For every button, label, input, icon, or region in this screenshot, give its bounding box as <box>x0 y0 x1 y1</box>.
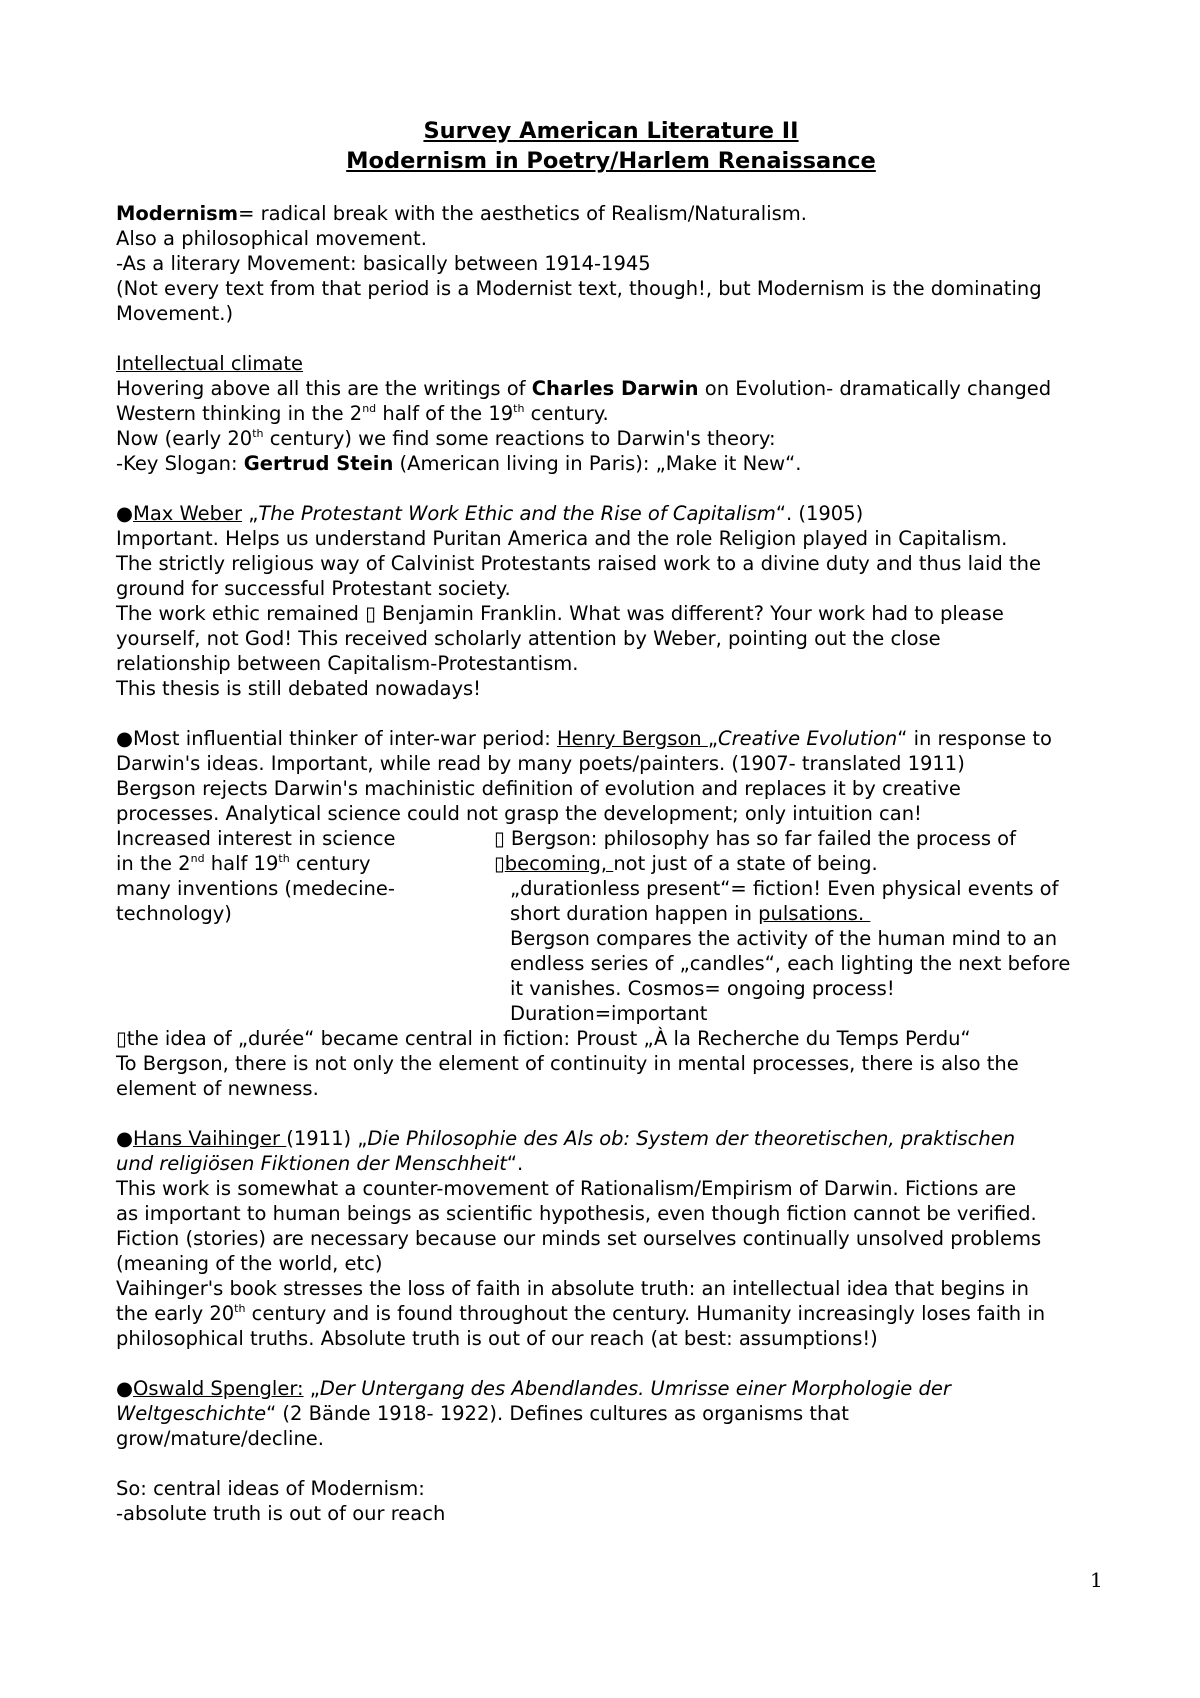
title-line-1: Survey American Literature II <box>423 118 799 144</box>
text-line: Fiction (stories) are necessary because our minds set ourselves continually unsolved problems <box>116 1227 1042 1250</box>
bergson-two-columns <box>116 826 1106 1026</box>
text-line: This work is somewhat a counter-movement of Rationalism/Empirism of Darwin. Fictions are <box>116 1177 1017 1200</box>
text-line: -As a literary Movement: basically between 1914-1945 <box>116 252 651 275</box>
text-line: grow/mature/decline. <box>116 1427 325 1450</box>
bullet-icon: ● <box>116 1377 134 1400</box>
text-line: und religiösen Fiktionen der Menschheit“. <box>116 1152 524 1175</box>
bergson-heading: ●Most influential thinker of inter-war period: Henry Bergson „Creative Evolution“ in response to <box>116 727 1052 750</box>
text-line: Weltgeschichte“ (2 Bände 1918- 1922). Defines cultures as organisms that <box>116 1402 849 1425</box>
text-line: relationship between Capitalism-Protestantism. <box>116 652 579 675</box>
text-line: Vaihinger's book stresses the loss of faith in absolute truth: an intellectual idea that begins in <box>116 1277 1029 1300</box>
bullet-icon: ● <box>116 727 134 750</box>
text-line: Hovering above all this are the writings of Charles Darwin on Evolution- dramatically changed <box>116 377 1052 400</box>
text-line: To Bergson, there is not only the element of continuity in mental processes, there is also the <box>116 1052 1019 1075</box>
text-line: -Key Slogan: Gertrud Stein (American living in Paris): „Make it New“. <box>116 452 802 475</box>
page-number: 1 <box>1090 1568 1103 1592</box>
section-heading-intellectual-climate: Intellectual climate <box>116 352 304 375</box>
title-line-2: Modernism in Poetry/Harlem Renaissance <box>346 148 876 174</box>
text-line: The strictly religious way of Calvinist Protestants raised work to a divine duty and thus laid the <box>116 552 1041 575</box>
text-line: the early 20th century and is found throughout the century. Humanity increasingly loses faith in <box>116 1302 1046 1325</box>
text-line: philosophical truths. Absolute truth is out of our reach (at best: assumptions!) <box>116 1327 878 1350</box>
bullet-icon: ● <box>116 1127 134 1150</box>
text-line: Now (early 20th century) we find some reactions to Darwin's theory: <box>116 427 776 450</box>
text-line: Bergson rejects Darwin's machinistic definition of evolution and replaces it by creative <box>116 777 961 800</box>
text-line: This thesis is still debated nowadays! <box>116 677 481 700</box>
text-line: ▯the idea of „durée“ became central in fiction: Proust „À la Recherche du Temps Perdu“ <box>116 1027 971 1050</box>
text-line: processes. Analytical science could not grasp the development; only intuition can! <box>116 802 922 825</box>
document-body <box>116 116 1106 1526</box>
text-line: Also a philosophical movement. <box>116 227 427 250</box>
bergson-right-column: ▯ Bergson: philosophy has so far failed the process of ▯becoming, not just of a state of being. „durationless present“= fiction! Even physical events of short duration happen in pulsations. Bergson compares the activity of the human mind to an endless series of „candles“, each lighting the next before it vanishes. Cosmos= ongoing process! Duration=important <box>494 827 1071 1025</box>
text-line: ground for successful Protestant society. <box>116 577 511 600</box>
text-line: Movement.) <box>116 302 234 325</box>
text-line: as important to human beings as scientific hypothesis, even though fiction cannot be verified. <box>116 1202 1037 1225</box>
modernism-term: Modernism <box>116 202 239 225</box>
text-line: -absolute truth is out of our reach <box>116 1502 446 1525</box>
text-line: yourself, not God! This received scholarly attention by Weber, pointing out the close <box>116 627 941 650</box>
text-line: Western thinking in the 2nd half of the 19th century. <box>116 402 609 425</box>
weber-heading: ●Max Weber „The Protestant Work Ethic and the Rise of Capitalism“. (1905) <box>116 502 864 525</box>
text-line: The work ethic remained ▯ Benjamin Franklin. What was different? Your work had to please <box>116 602 1004 625</box>
vaihinger-heading: ●Hans Vaihinger (1911) „Die Philosophie des Als ob: System der theoretischen, praktischen <box>116 1127 1016 1150</box>
bullet-icon: ● <box>116 502 134 525</box>
modernism-definition: Modernism= radical break with the aesthetics of Realism/Naturalism. <box>116 202 807 225</box>
text-line: Important. Helps us understand Puritan America and the role Religion played in Capitalism. <box>116 527 1008 550</box>
text-line: (Not every text from that period is a Modernist text, though!, but Modernism is the dominating <box>116 277 1042 300</box>
spengler-heading: ●Oswald Spengler: „Der Untergang des Abendlandes. Umrisse einer Morphologie der <box>116 1377 951 1400</box>
text-line: (meaning of the world, etc) <box>116 1252 383 1275</box>
text-line: element of newness. <box>116 1077 319 1100</box>
bergson-left-column: Increased interest in science in the 2nd half 19th century many inventions (medecine- technology) <box>116 827 396 925</box>
text-line: So: central ideas of Modernism: <box>116 1477 425 1500</box>
text-line: Darwin's ideas. Important, while read by many poets/painters. (1907- translated 1911) <box>116 752 965 775</box>
